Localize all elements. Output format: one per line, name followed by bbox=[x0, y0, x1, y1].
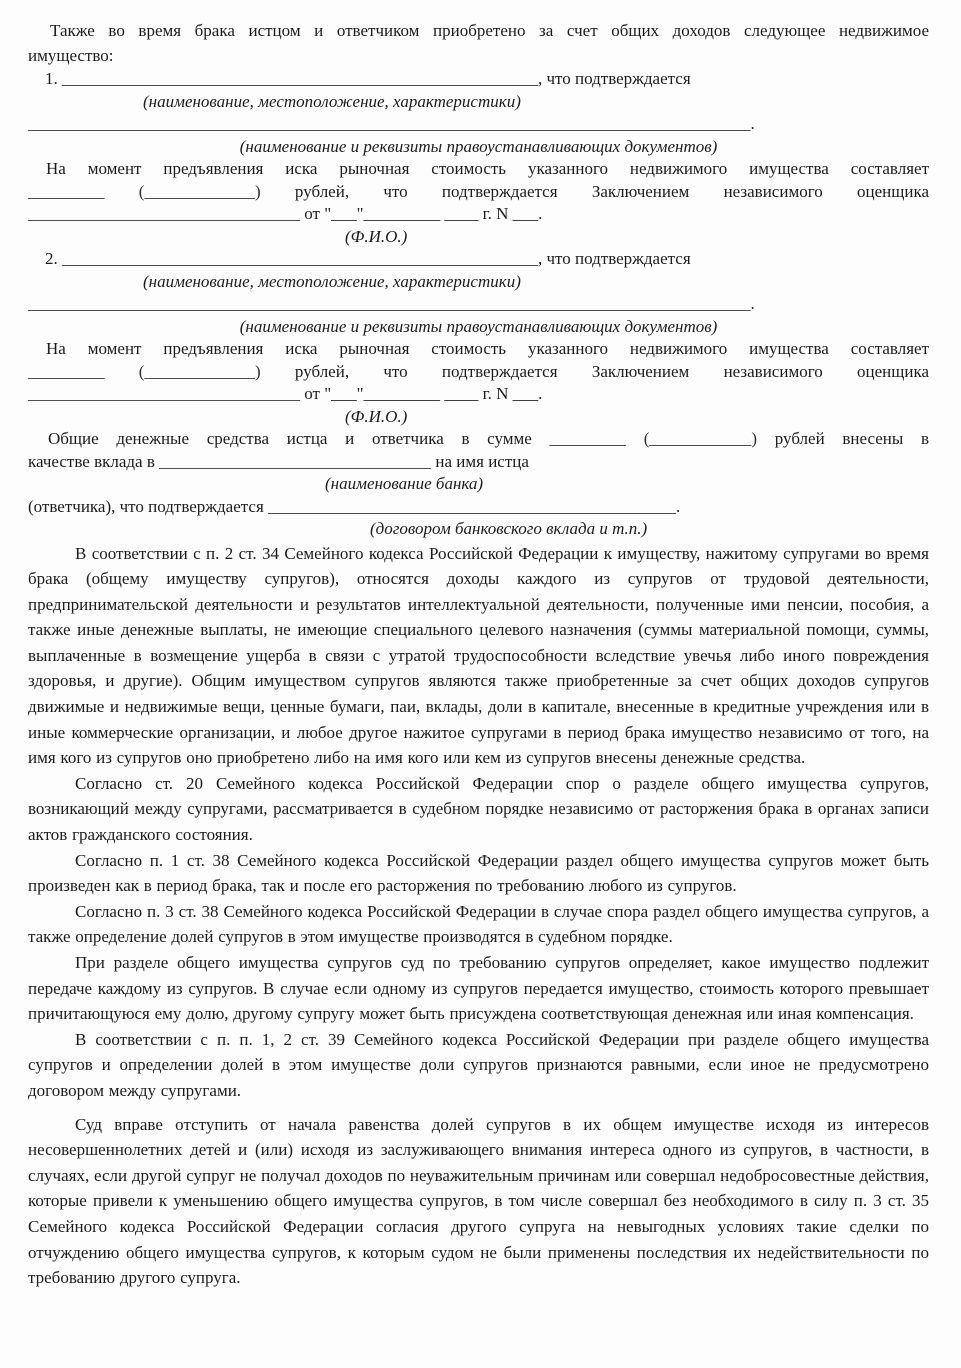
item-1-appraiser-name-blank-field: ________________________________ bbox=[28, 204, 300, 223]
paragraph-family-code-38-1: Согласно п. 1 ст. 38 Семейного кодекса Российской Федерации раздел общего имущества супругов может быть произведен как в период брака, так и после его расторжения по требованию любого из супругов. bbox=[28, 850, 929, 896]
item-2-name-row bbox=[28, 248, 929, 271]
deposit-line2-prefix: качестве вклада в bbox=[28, 451, 155, 471]
item-1-market-value-line: На момент предъявления иска рыночная стоимость указанного недвижимого имущества составляет bbox=[46, 159, 929, 178]
item-1-appraiser-row bbox=[28, 203, 929, 226]
item-1-value-suffix: рублей, что подтверждается Заключением независимого оценщика bbox=[294, 181, 930, 201]
deposit-confirm-row bbox=[28, 496, 929, 519]
item-2-caption-title-documents: (наименование и реквизиты правоустанавливающих документов) bbox=[239, 316, 718, 336]
deposit-sum-row bbox=[28, 428, 929, 451]
deposit-line1-prefix: Общие денежные средства истца и ответчика в сумме bbox=[48, 429, 532, 448]
item-2-value-suffix: рублей, что подтверждается Заключением независимого оценщика bbox=[294, 361, 930, 381]
item-2-market-value-line: На момент предъявления иска рыночная стоимость указанного недвижимого имущества составляет bbox=[46, 339, 929, 358]
deposit-confirm-prefix: (ответчика), что подтверждается bbox=[28, 496, 264, 516]
item-2-title-docs-row bbox=[28, 293, 929, 316]
item-1-name-suffix: , что подтверждается bbox=[538, 69, 691, 88]
paragraph-family-code-39: В соответствии с п. п. 1, 2 ст. 39 Семейного кодекса Российской Федерации при разделе общего имущества супругов и определении долей в этом имуществе доли супругов признаются равными, если иное не предусмотрено договором между супругами. bbox=[28, 1029, 929, 1100]
item-2-name-blank-field: ________________________________________________________ bbox=[62, 249, 538, 268]
caption-deposit-agreement: (договором банковского вклада и т.п.) bbox=[370, 519, 648, 538]
item-1-caption-title-documents: (наименование и реквизиты правоустанавливающих документов) bbox=[239, 136, 718, 156]
deposit-line2-suffix: на имя истца bbox=[435, 451, 529, 471]
paragraph-family-code-38-3: Согласно п. 3 ст. 38 Семейного кодекса Российской Федерации в случае спора раздел общего имущества супругов, а также определение долей супругов в этом имуществе производятся в судебном порядке. bbox=[28, 901, 929, 947]
item-1-title-docs-blank-field: _____________________________________________________________________________________ bbox=[28, 114, 751, 133]
paragraph-family-code-20: Согласно ст. 20 Семейного кодекса Российской Федерации спор о разделе общего имущества супругов, возникающий между супругами, рассматривается в судебном порядке независимо от расторжения брака в органах записи актов гражданского состояния. bbox=[28, 773, 929, 845]
item-2-number: 2. bbox=[45, 249, 58, 268]
item-1-amount-words-blank-field: (_____________) bbox=[138, 181, 261, 201]
deposit-line1-suffix: рублей внесены в bbox=[774, 429, 930, 448]
deposit-bank-blank-field: ________________________________ bbox=[159, 451, 432, 471]
item-2-name-suffix: , что подтверждается bbox=[538, 249, 691, 268]
item-1-name-row bbox=[28, 68, 929, 91]
item-2-appraiser-date-text: от "___"_________ ____ г. N ___. bbox=[304, 384, 543, 403]
deposit-sum-blank-field: _________ bbox=[549, 429, 627, 448]
deposit-sum-words-blank-field: (____________) bbox=[643, 429, 758, 448]
paragraph-property-division: При разделе общего имущества супругов суд по требованию супругов определяет, какое имущество подлежит передаче каждому из супругов. В случае если одному из супругов передается имущество, стоимость которого превышает причитающуюся ему долю, другому супругу может быть присуждена соответствующая денежная или иная компенсация. bbox=[28, 953, 929, 1024]
item-2-amount-words-blank-field: (_____________) bbox=[138, 361, 261, 381]
deposit-confirm-blank-field: ________________________________________________ bbox=[268, 496, 677, 516]
item-2-title-docs-blank-field: _____________________________________________________________________________________ bbox=[28, 294, 751, 313]
paragraph-family-code-34: В соответствии с п. 2 ст. 34 Семейного кодекса Российской Федерации к имуществу, нажитому супругами во время брака (общему имуществу супругов), относятся доходы каждого из супругов от трудовой деятельности, предпринимательской деятельности и результатов интеллектуальной деятельности, полученные ими пенсии, пособия, а также иные денежные выплаты, не имеющие специального целевого назначения (суммы материальной помощи, суммы, выплаченные в возмещение ущерба в связи с утратой трудоспособности вследствие увечья либо иного повреждения здоровья, и другие). Общим имуществом супругов являются также приобретенные за счет общих доходов супругов движимые и недвижимые вещи, ценные бумаги, паи, вклады, доли в капитале, внесенные в кредитные учреждения или в иные коммерческие организации, и любое другое нажитое супругами в период брака имущество независимо от того, на имя кого из супругов оно приобретено либо на имя кого или кем из супругов внесены денежные средства. bbox=[28, 543, 929, 768]
item-2-caption-fio: (Ф.И.О.) bbox=[345, 406, 408, 426]
paragraph-court-discretion: Суд вправе отступить от начала равенства долей супругов в их общем имуществе исходя из интересов несовершеннолетних детей и (или) исходя из заслуживающего внимания интереса одного из супругов, в частности, в случаях, если другой супруг не получал доходов по неуважительным причинам или совершал недобросовестные действия, которые привели к уменьшению общего имущества супругов, в том числе совершал без необходимого в силу п. 3 ст. 35 Семейного кодекса Российской Федерации согласия другого супруга на невыгодных условиях такие сделки по отчуждению общего имущества супругов, к которым судом не были применены последствия их недействительности по требованию другого супруга. bbox=[28, 1114, 929, 1288]
item-2-value-amount-row bbox=[28, 361, 929, 384]
item-2-appraiser-name-blank-field: ________________________________ bbox=[28, 384, 300, 403]
intro-paragraph: Также во время брака истцом и ответчиком приобретено за счет общих доходов следующее недвижимое имущество: bbox=[28, 21, 929, 65]
item-1-appraiser-date-text: от "___"_________ ____ г. N ___. bbox=[304, 204, 543, 223]
item-1-docs-period: . bbox=[750, 114, 755, 133]
item-1-number: 1. bbox=[45, 69, 58, 88]
deposit-bank-row bbox=[28, 451, 929, 474]
item-1-caption-name-location: (наименование, местоположение, характеристики) bbox=[143, 91, 521, 111]
deposit-confirm-period: . bbox=[676, 496, 681, 516]
item-1-amount-blank-field: _________ bbox=[28, 181, 105, 201]
item-2-docs-period: . bbox=[750, 294, 755, 313]
item-1-caption-fio: (Ф.И.О.) bbox=[345, 226, 408, 246]
caption-bank-name: (наименование банка) bbox=[325, 474, 484, 493]
item-1-name-blank-field: ________________________________________________________ bbox=[62, 69, 538, 88]
item-2-appraiser-row bbox=[28, 383, 929, 406]
item-2-amount-blank-field: _________ bbox=[28, 361, 105, 381]
item-1-title-docs-row bbox=[28, 113, 929, 136]
item-1-value-amount-row bbox=[28, 181, 929, 204]
item-2-caption-name-location: (наименование, местоположение, характеристики) bbox=[143, 271, 521, 291]
